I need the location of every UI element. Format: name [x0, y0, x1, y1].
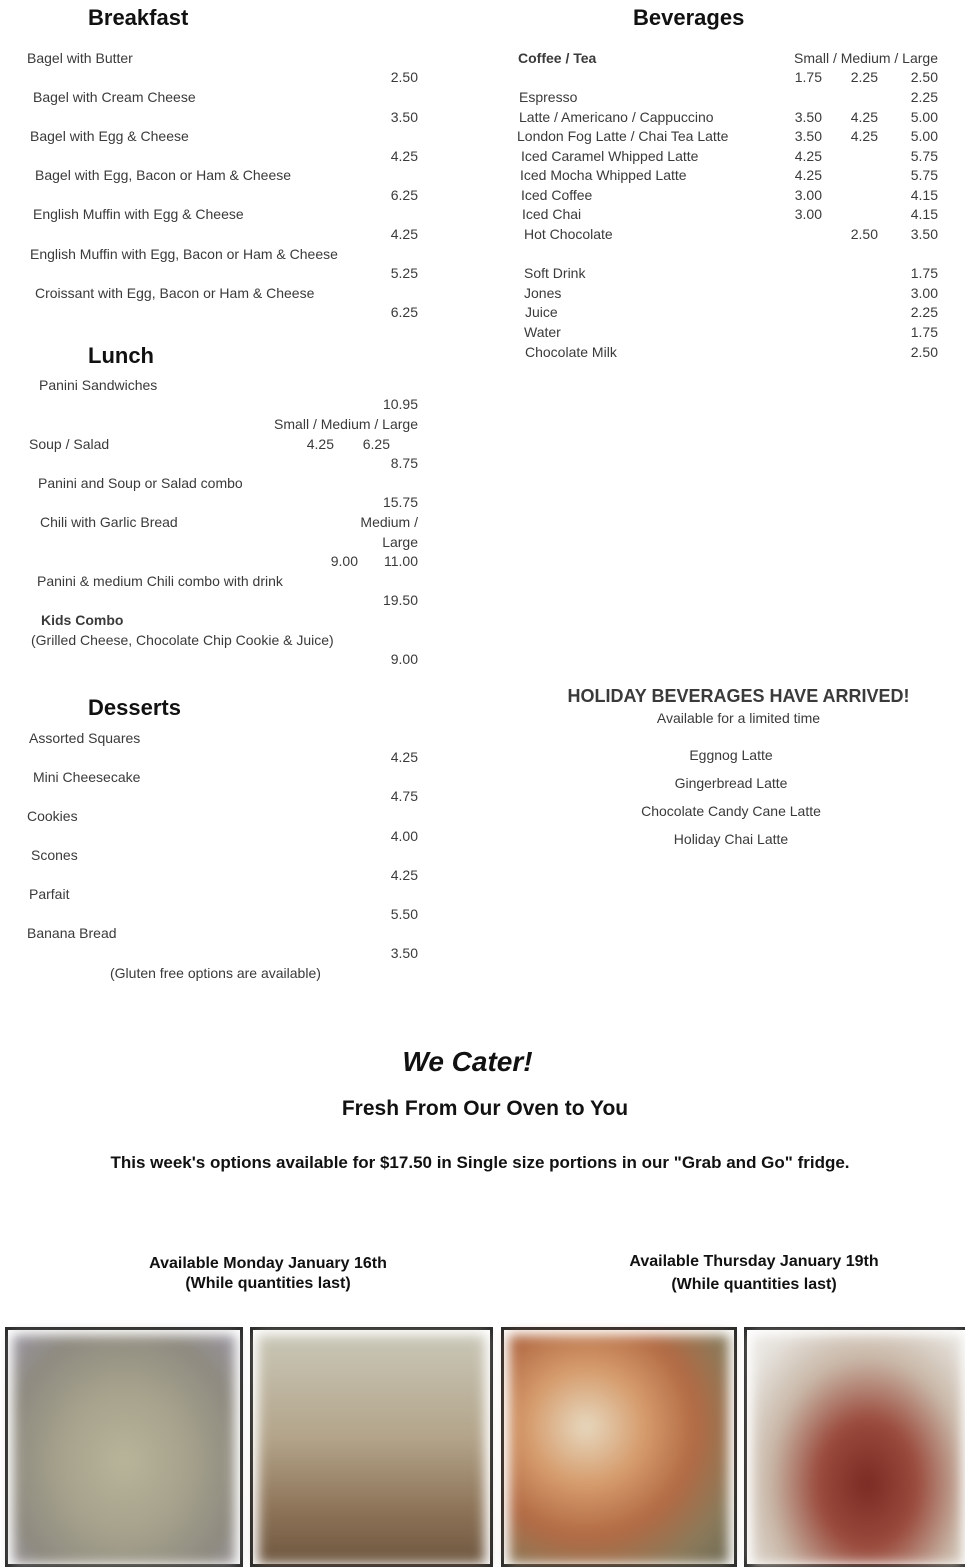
- availability-note: (While quantities last): [671, 1276, 837, 1293]
- menu-item-price: 2.50: [390, 69, 418, 85]
- menu-item-price: 9.00: [390, 651, 418, 667]
- lunch-heading: Lunch: [88, 343, 154, 368]
- menu-item-name: Cookies: [27, 808, 78, 824]
- price-small: 3.00: [794, 206, 822, 222]
- beverage-price: 2.25: [910, 304, 938, 320]
- availability-date: Available Thursday January 19th: [629, 1253, 879, 1270]
- menu-item-name: English Muffin with Egg & Cheese: [33, 206, 244, 222]
- menu-item-name: English Muffin with Egg, Bacon or Ham & Cheese: [30, 246, 338, 262]
- beverage-price: 3.00: [910, 285, 938, 301]
- price-small: 1.75: [794, 69, 822, 85]
- beverage-name: Iced Mocha Whipped Latte: [520, 167, 687, 183]
- weekly-options-text: This week's options available for $17.50 in Single size portions in our "Grab and Go" fridge.: [110, 1153, 850, 1172]
- beverage-name: Latte / Americano / Cappuccino: [519, 109, 714, 125]
- price-medium: 2.25: [850, 69, 878, 85]
- price-large: 8.75: [390, 455, 418, 471]
- price-small: 3.50: [794, 128, 822, 144]
- beverage-price: 1.75: [910, 324, 938, 340]
- thursday-availability: [604, 1250, 904, 1296]
- menu-item-price: 4.25: [390, 867, 418, 883]
- menu-item-name: Parfait: [29, 886, 70, 902]
- meal-photo-frame: [250, 1327, 493, 1567]
- menu-item-name: Bagel with Egg & Cheese: [30, 128, 189, 144]
- menu-item-name: Assorted Squares: [29, 730, 141, 746]
- meal-photo: [13, 1335, 235, 1564]
- meal-photo-frame: [501, 1327, 737, 1567]
- menu-item-name: Chili with Garlic Bread: [40, 514, 178, 530]
- menu-item-price: 3.50: [390, 945, 418, 961]
- price-small: 3.00: [794, 187, 822, 203]
- coffee-tea-header: Coffee / Tea: [518, 50, 597, 66]
- price-small: 3.50: [794, 109, 822, 125]
- beverage-name: Soft Drink: [524, 265, 586, 281]
- menu-item-description: (Grilled Cheese, Chocolate Chip Cookie & Juice): [31, 632, 334, 648]
- menu-item-price: 19.50: [382, 592, 418, 608]
- beverage-name: Water: [524, 324, 561, 340]
- price-medium: 9.00: [330, 553, 358, 569]
- price-large: 4.15: [910, 206, 938, 222]
- holiday-item: Holiday Chai Latte: [673, 831, 789, 847]
- holiday-item: Gingerbread Latte: [674, 775, 788, 791]
- beverage-name: London Fog Latte / Chai Tea Latte: [517, 128, 729, 144]
- menu-item-price: 4.25: [390, 148, 418, 164]
- desserts-heading: Desserts: [88, 695, 181, 720]
- menu-item-price: 15.75: [382, 494, 418, 510]
- gluten-free-note: (Gluten free options are available): [110, 965, 321, 981]
- price-small: 4.25: [794, 167, 822, 183]
- holiday-heading: HOLIDAY BEVERAGES HAVE ARRIVED!: [567, 686, 910, 706]
- price-large: 2.25: [910, 89, 938, 105]
- menu-item-price: 10.95: [382, 396, 418, 412]
- menu-item-price: 4.25: [390, 226, 418, 242]
- price-large: 5.00: [910, 109, 938, 125]
- menu-item-name: Scones: [31, 847, 78, 863]
- menu-item-price: 5.50: [390, 906, 418, 922]
- meal-photo: [752, 1335, 962, 1564]
- beverage-name: Espresso: [519, 89, 578, 105]
- beverage-price: 1.75: [910, 265, 938, 281]
- size-header: Small / Medium / Large: [274, 416, 418, 432]
- menu-item-price: 4.00: [390, 828, 418, 844]
- availability-note: (While quantities last): [185, 1275, 351, 1292]
- price-small: 4.25: [794, 148, 822, 164]
- availability-date: Available Monday January 16th: [149, 1255, 387, 1272]
- menu-item-price: 5.25: [390, 265, 418, 281]
- price-large: 4.15: [910, 187, 938, 203]
- menu-item-price: 4.25: [390, 749, 418, 765]
- menu-item-name: Croissant with Egg, Bacon or Ham & Cheese: [35, 285, 315, 301]
- size-header: Medium /: [360, 514, 418, 530]
- price-large: 3.50: [910, 226, 938, 242]
- price-large: 11.00: [384, 553, 418, 569]
- menu-item-name: Panini Sandwiches: [39, 377, 158, 393]
- menu-item-name: Panini and Soup or Salad combo: [38, 475, 243, 491]
- beverage-price: 2.50: [910, 344, 938, 360]
- beverage-name: Jones: [524, 285, 562, 301]
- meal-photo: [509, 1335, 729, 1564]
- fresh-tagline: Fresh From Our Oven to You: [341, 1097, 629, 1120]
- menu-item-name: Soup / Salad: [29, 436, 110, 452]
- menu-item-price: 6.25: [390, 304, 418, 320]
- beverage-name: Chocolate Milk: [525, 344, 617, 360]
- holiday-subtitle: Available for a limited time: [656, 710, 821, 726]
- price-small: 4.25: [306, 436, 334, 452]
- holiday-item: Eggnog Latte: [689, 747, 773, 763]
- price-large: 5.00: [910, 128, 938, 144]
- we-cater-heading: We Cater!: [402, 1046, 533, 1077]
- size-header: Large: [382, 534, 418, 550]
- meal-photo-frame: [5, 1327, 243, 1567]
- menu-item-name: Mini Cheesecake: [33, 769, 141, 785]
- price-medium: 6.25: [362, 436, 390, 452]
- price-large: 5.75: [910, 167, 938, 183]
- menu-item-name: Panini & medium Chili combo with drink: [37, 573, 283, 589]
- menu-item-name: Bagel with Egg, Bacon or Ham & Cheese: [35, 167, 292, 183]
- menu-item-name: Bagel with Butter: [27, 50, 133, 66]
- meal-photo: [258, 1335, 485, 1564]
- size-header: Small / Medium / Large: [794, 50, 938, 66]
- breakfast-heading: Breakfast: [88, 5, 189, 30]
- monday-availability: [118, 1254, 418, 1294]
- menu-item-name: Bagel with Cream Cheese: [33, 89, 196, 105]
- menu-item-name: Banana Bread: [27, 925, 117, 941]
- beverage-name: Iced Caramel Whipped Latte: [521, 148, 699, 164]
- price-medium: 2.50: [850, 226, 878, 242]
- price-large: 5.75: [910, 148, 938, 164]
- holiday-item: Chocolate Candy Cane Latte: [641, 803, 821, 819]
- price-large: 2.50: [910, 69, 938, 85]
- beverages-heading: Beverages: [633, 5, 745, 30]
- price-medium: 4.25: [850, 109, 878, 125]
- menu-item-price: 3.50: [390, 109, 418, 125]
- beverage-name: Hot Chocolate: [524, 226, 613, 242]
- beverage-name: Iced Chai: [522, 206, 582, 222]
- price-medium: 4.25: [850, 128, 878, 144]
- meal-photo-frame: [744, 1327, 965, 1567]
- menu-item-name: Kids Combo: [41, 612, 124, 628]
- beverage-name: Iced Coffee: [521, 187, 593, 203]
- beverage-name: Juice: [525, 304, 558, 320]
- menu-item-price: 4.75: [390, 788, 418, 804]
- menu-item-price: 6.25: [390, 187, 418, 203]
